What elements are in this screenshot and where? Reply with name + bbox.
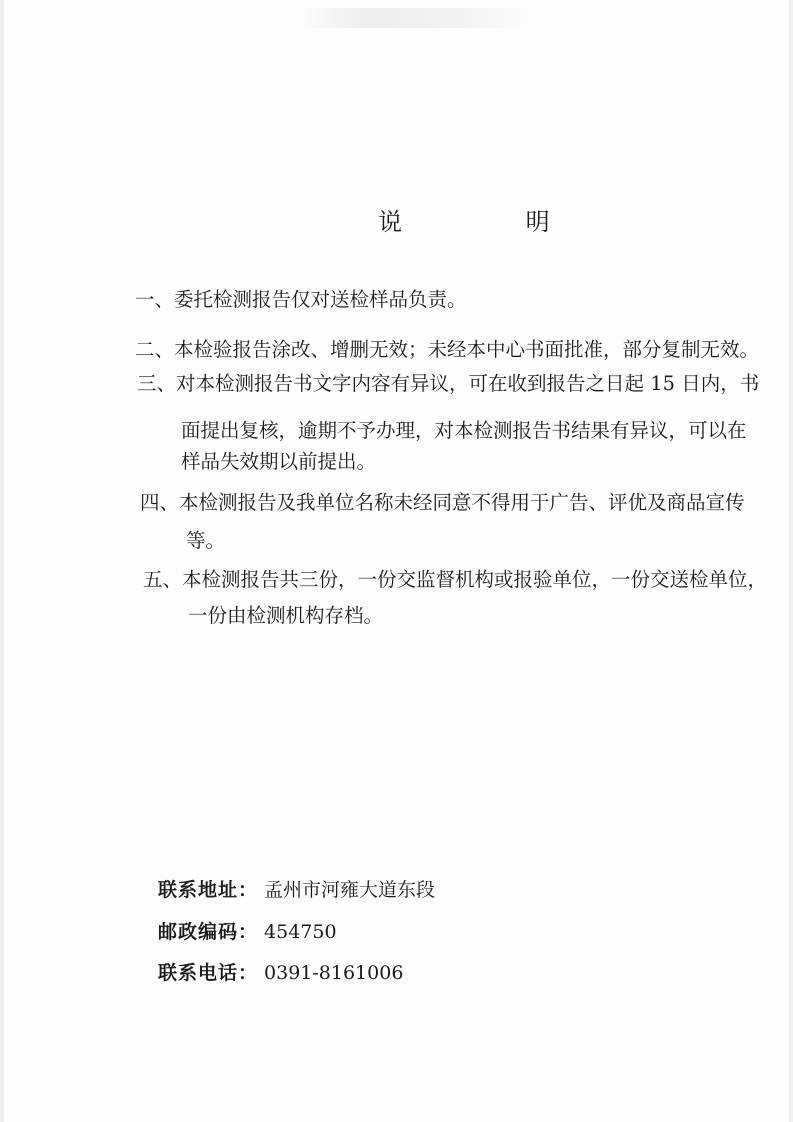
clause-1-line-1: 一、委托检测报告仅对送检样品负责。 (135, 288, 467, 311)
scan-edge (789, 0, 793, 1122)
contact-phone-label: 联系电话： (158, 962, 259, 984)
contact-postcode-label: 邮政编码： (158, 921, 259, 943)
clause-3-line-3: 样品失效期以前提出。 (181, 450, 377, 473)
contact-postcode-value: 454750 (264, 921, 337, 943)
clause-5-line-2: 一份由检测机构存档。 (188, 604, 384, 627)
contact-address (158, 878, 435, 902)
clause-5-line-1: 五、本检测报告共三份，一份交监督机构或报验单位，一份交送检单位， (143, 568, 768, 591)
scan-edge (0, 0, 4, 1122)
contact-address-value: 孟州市河雍大道东段 (264, 879, 436, 901)
contact-phone (158, 961, 403, 985)
clause-3-line-2: 面提出复核，逾期不予办理，对本检测报告书结果有异议，可以在 (181, 419, 747, 442)
contact-phone-value: 0391-8161006 (264, 962, 404, 984)
clause-3-line-1: 三、对本检测报告书文字内容有异议，可在收到报告之日起 15 日内，书 (137, 372, 760, 395)
contact-postcode (158, 920, 337, 944)
contact-address-label: 联系地址： (158, 879, 259, 901)
document-title: 说 明 (378, 208, 608, 236)
scan-artifact (300, 8, 530, 28)
clause-4-line-1: 四、本检测报告及我单位名称未经同意不得用于广告、评优及商品宣传 (140, 491, 745, 514)
clause-2-line-1: 二、本检验报告涂改、增删无效；未经本中心书面批准，部分复制无效。 (135, 338, 760, 361)
clause-4-line-2: 等。 (186, 529, 226, 552)
